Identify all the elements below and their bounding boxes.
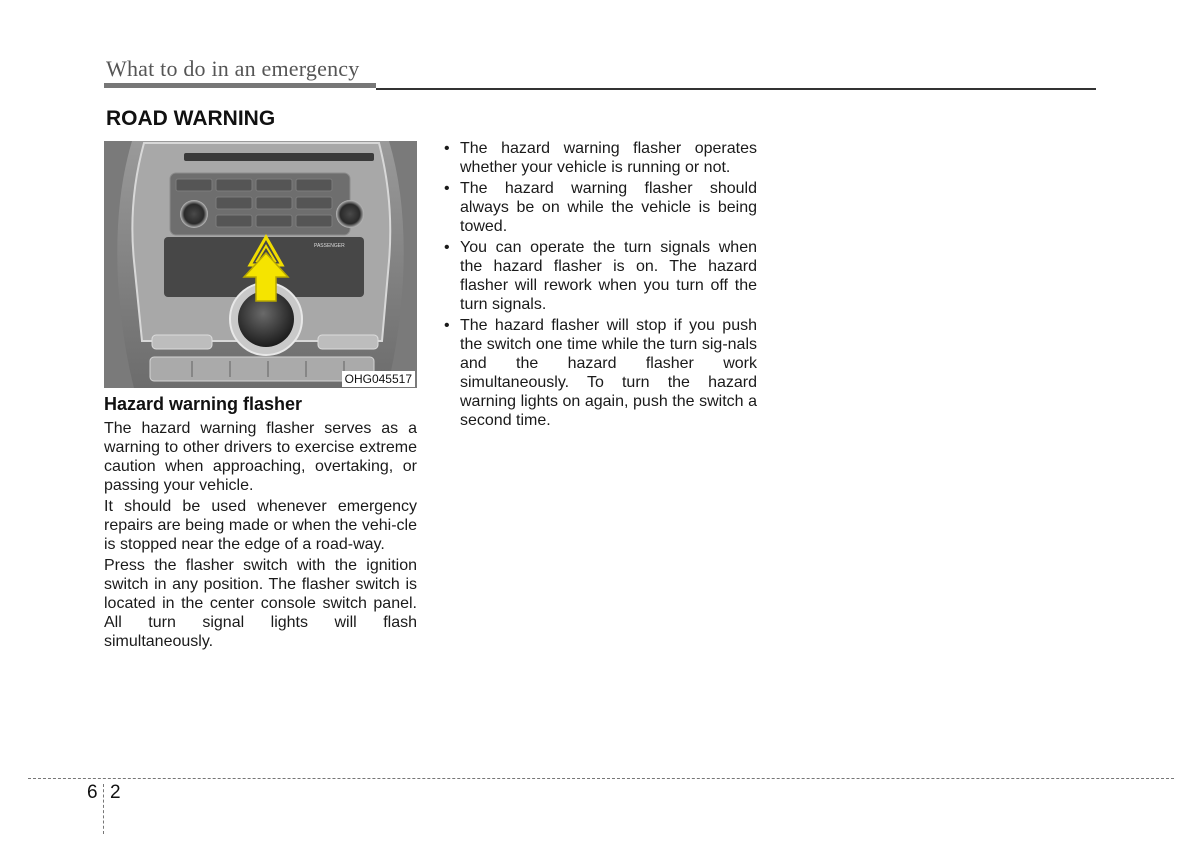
bullet-text: The hazard warning flasher operates whether your vehicle is running or not. [460, 140, 757, 176]
bullet-item [443, 179, 757, 236]
hazard-switch-figure [104, 141, 417, 388]
bullet-text: The hazard warning flasher should always be on while the vehicle is being towed. [460, 180, 757, 235]
paragraph: Press the flasher switch with the ignition switch in any position. The flasher switch is located in the center console switch panel. All turn signal lights will flash simultaneously. [104, 557, 417, 650]
header-rule-thick [104, 83, 376, 88]
bullet-text: You can operate the turn signals when the hazard flasher is on. The hazard flasher will rework when you turn off the turn signals. [460, 239, 757, 313]
passenger-label: PASSENGER [314, 243, 345, 249]
bullet-dot: • [444, 317, 450, 334]
header-rule-thin [376, 88, 1096, 90]
bullet-text: The hazard flasher will stop if you push the switch one time while the turn sig-nals and the hazard flasher work simultaneously. To turn the hazard warning lights on again, push the switch a second time. [460, 317, 757, 429]
paragraph: The hazard warning flasher serves as a warning to other drivers to exercise extreme caution when approaching, overtaking, or passing your vehicle. [104, 420, 417, 494]
left-column [104, 393, 417, 653]
subheading: Hazard warning flasher [104, 394, 303, 414]
right-column [443, 139, 757, 432]
bullet-item [443, 139, 757, 177]
chapter-number: 6 [87, 782, 98, 803]
chapter-title: What to do in an emergency [106, 56, 360, 81]
bullet-item [443, 316, 757, 430]
bullet-dot: • [444, 140, 450, 157]
footer-rule [28, 778, 1174, 779]
footer-divider [103, 784, 104, 834]
page-number: 2 [110, 782, 121, 803]
bullet-dot: • [444, 180, 450, 197]
figure-code: OHG045517 [342, 371, 415, 387]
paragraph: It should be used whenever emergency repairs are being made or when the vehi-cle is stopped near the edge of a road-way. [104, 498, 417, 553]
bullet-item [443, 238, 757, 314]
center-console-illustration [104, 141, 417, 388]
bullet-dot: • [444, 239, 450, 256]
section-title: ROAD WARNING [106, 107, 276, 130]
